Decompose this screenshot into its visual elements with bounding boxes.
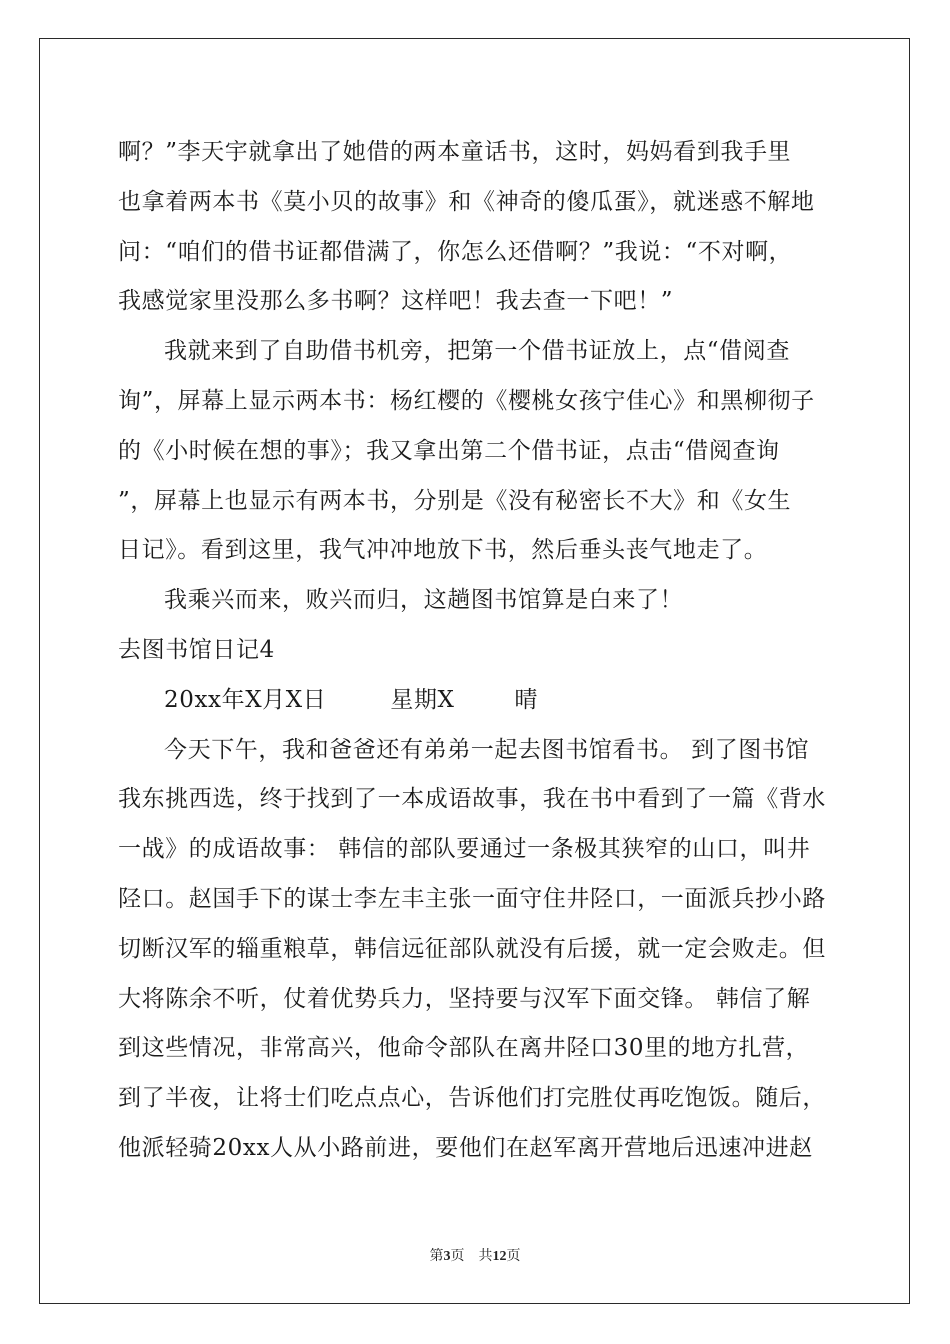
weather-text: 晴 [514, 686, 539, 713]
text-line: 日记》。看到这里，我气冲冲地放下书，然后垂头丧气地走了。 [118, 537, 768, 564]
text-line: 我就来到了自助借书机旁，把第一个借书证放上，点“借阅查 [164, 338, 790, 365]
text-line: 我乘兴而来，败兴而归，这趟图书馆算是白来了！ [164, 587, 684, 614]
text-line: 我感觉家里没那么多书啊？这样吧！我去查一下吧！” [118, 288, 674, 315]
text-line: 他派轻骑20xx人从小路前进，要他们在赵军离开营地后迅速冲进赵 [118, 1134, 813, 1161]
text-line: 问：“咱们的借书证都借满了，你怎么还借啊？”我说：“不对啊， [118, 238, 793, 265]
total-pages: 12 [492, 1249, 507, 1264]
text-line: 的《小时候在想的事》；我又拿出第二个借书证，点击“借阅查询 [118, 437, 780, 464]
total-suffix: 页 [506, 1249, 521, 1264]
text-line: 切断汉军的辎重粮草，韩信远征部队就没有后援，就一定会败走。但 [118, 935, 826, 962]
text-line: 到这些情况，非常高兴，他命令部队在离井陉口30里的地方扎营， [118, 1035, 810, 1062]
paragraph-2 [118, 327, 834, 576]
page-number: 3 [443, 1249, 451, 1264]
total-prefix: 共 [478, 1249, 493, 1264]
text-line: 询”，屏幕上显示两本书：杨红樱的《樱桃女孩宁佳心》和黑柳彻子 [118, 387, 815, 414]
page-footer [0, 1245, 950, 1265]
text-line: 陉口。赵国手下的谋士李左丰主张一面守住井陉口，一面派兵抄小路 [118, 885, 826, 912]
page-suffix: 页 [450, 1249, 465, 1264]
date-text: 20xx年X月X日 [164, 686, 327, 713]
date-line [118, 676, 834, 726]
paragraph-3 [118, 576, 834, 626]
text-line: 也拿着两本书《莫小贝的故事》和《神奇的傻瓜蛋》，就迷惑不解地 [118, 188, 815, 215]
text-line: 一战》的成语故事： 韩信的部队要通过一条极其狭窄的山口，叫井 [118, 836, 811, 863]
text-line: 大将陈余不听，仗着优势兵力，坚持要与汉军下面交锋。 韩信了解 [118, 985, 811, 1012]
weekday-text: 星期X [390, 686, 455, 713]
paragraph-4 [118, 726, 834, 1174]
text-line: 我东挑西选，终于找到了一本成语故事，我在书中看到了一篇《背水 [118, 786, 826, 813]
text-line: 到了半夜，让将士们吃点点心，告诉他们打完胜仗再吃饱饭。随后， [118, 1085, 826, 1112]
paragraph-1 [118, 128, 834, 327]
text-line: 啊？”李天宇就拿出了她借的两本童话书，这时，妈妈看到我手里 [118, 139, 792, 165]
page-prefix: 第 [429, 1249, 444, 1264]
document-body [118, 128, 834, 1174]
section-title: 去图书馆日记4 [118, 636, 275, 663]
text-line: ”，屏幕上也显示有两本书，分别是《没有秘密长不大》和《女生 [118, 487, 792, 514]
text-line: 今天下午，我和爸爸还有弟弟一起去图书馆看书。 到了图书馆 [164, 736, 810, 763]
